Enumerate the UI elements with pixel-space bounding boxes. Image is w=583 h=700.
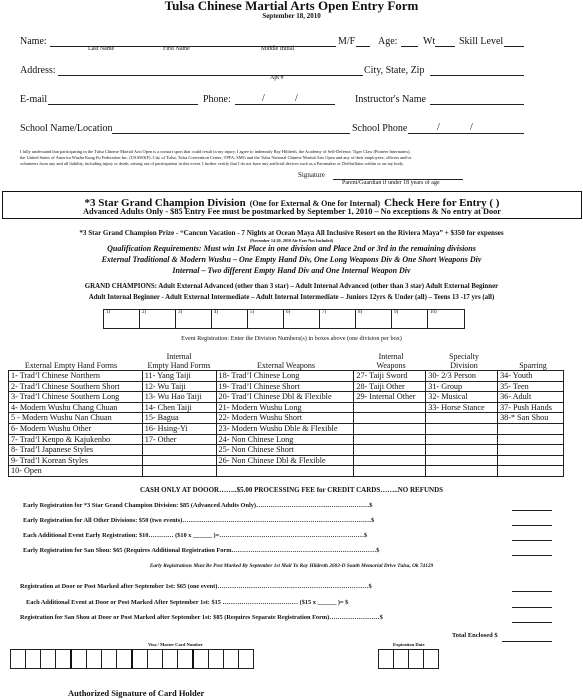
event-cell: [498, 434, 564, 445]
card-digit-box[interactable]: [102, 650, 117, 669]
event-cell: 10- Open: [9, 466, 143, 477]
header-internal-weapons-line1: Internal: [378, 352, 404, 361]
grand-champions-list-1: GRAND CHAMPIONS: Adult External Advanced (other than 3 star) – Adult Internal Advanced (other than 3 star) Adult External Beginner: [84, 283, 499, 290]
header-internal-weapons-line2: Weapons: [376, 361, 406, 370]
event-cell: [216, 466, 354, 477]
event-cell: 14- Chen Taiji: [142, 402, 216, 413]
table-row: [9, 423, 564, 434]
header-external-weapons-text: External Weapons: [256, 361, 316, 370]
event-cell: 28- Taiji Other: [354, 381, 426, 392]
division-box[interactable]: 3): [176, 310, 212, 328]
event-cell: 19- Trad’l Chinese Short: [216, 381, 354, 392]
event-cell: 20- Trad’l Chinese Dbl & Flexible: [216, 392, 354, 403]
mf-field[interactable]: [356, 46, 370, 47]
event-cell: 35- Teen: [498, 381, 564, 392]
school-phone-field[interactable]: [408, 133, 524, 134]
card-digit-box[interactable]: [163, 650, 178, 669]
events-table: [8, 370, 564, 477]
division-box[interactable]: 5): [248, 310, 284, 328]
mf-label: M/F: [338, 36, 356, 47]
card-number-boxes[interactable]: [10, 649, 254, 669]
fee-early-san-shou-blank[interactable]: [512, 555, 552, 556]
division-box[interactable]: 8): [356, 310, 392, 328]
table-row: [9, 371, 564, 382]
table-row: [9, 466, 564, 477]
fee-early-san-shou: Early Registration for San Shou: $65 (Requires Additional Registration Form……………………………………………………………$: [23, 547, 380, 554]
table-row: [9, 381, 564, 392]
event-cell: 25- Non Chinese Short: [216, 445, 354, 456]
qualification-2: External Traditional & Modern Wushu – One Empty Hand Div, One Long Weapons Div & One Short Weapons Div: [101, 255, 482, 264]
expiration-digit-box[interactable]: [409, 650, 424, 669]
weight-field[interactable]: [435, 46, 455, 47]
instructor-field[interactable]: [430, 104, 524, 105]
header-sparring: [502, 361, 564, 370]
event-cell: [354, 413, 426, 424]
total-enclosed-label: Total Enclosed $: [452, 632, 498, 639]
event-cell: [426, 466, 498, 477]
card-digit-box[interactable]: [117, 650, 133, 669]
event-cell: 6- Modern Wushu Other: [9, 423, 143, 434]
qualification-1: Qualification Requirements: Must win 1st Place in one division and Place 2nd or 3rd in the remaining divisions: [107, 244, 476, 253]
grand-champion-fee: Advanced Adults Only - $85 Entry Fee must be postmarked by September 1, 2010 – No exceptions & No entry at Door: [83, 207, 501, 216]
school-phone-slash: /: [437, 122, 440, 133]
card-digit-box[interactable]: [193, 650, 209, 669]
event-cell: [142, 466, 216, 477]
email-field[interactable]: [48, 104, 198, 105]
fee-early-other-blank[interactable]: [512, 525, 552, 526]
event-cell: [426, 455, 498, 466]
age-field[interactable]: [401, 46, 418, 47]
division-box[interactable]: 2): [140, 310, 176, 328]
school-field[interactable]: [112, 133, 350, 134]
event-cell: 24- Non Chinese Long: [216, 434, 354, 445]
grand-champion-subtitle: (One for External & One for Internal): [249, 199, 381, 208]
event-cell: 21- Modern Wushu Long: [216, 402, 354, 413]
event-cell: [354, 445, 426, 456]
table-row: [9, 434, 564, 445]
fee-door-one-event-blank[interactable]: [512, 591, 552, 592]
event-cell: [354, 434, 426, 445]
event-cell: [354, 455, 426, 466]
grand-champions-list-2: Adult Internal Beginner - Adult External Intermediate – Adult Internal Intermediate – Juniors 12yrs & Under (all) – Teens 13 -17 yrs (all): [88, 294, 495, 301]
first-name-caption: First Name: [163, 46, 190, 52]
event-cell: [426, 413, 498, 424]
event-cell: [142, 455, 216, 466]
card-digit-box[interactable]: [132, 650, 148, 669]
phone-slash: /: [262, 93, 265, 104]
skill-field[interactable]: [504, 46, 524, 47]
event-cell: 8- Trad’l Japanese Styles: [9, 445, 143, 456]
card-digit-box[interactable]: [26, 650, 41, 669]
expiration-digit-box[interactable]: [379, 650, 394, 669]
division-box[interactable]: 10): [430, 310, 437, 315]
grand-champion-check[interactable]: Check Here for Entry ( ): [384, 197, 500, 209]
email-label: E-mail: [20, 94, 48, 105]
event-cell: 11- Yang Taiji: [142, 371, 216, 382]
card-digit-box[interactable]: [209, 650, 224, 669]
header-sparring-text: Sparring: [519, 361, 547, 370]
header-internal-empty-line2: Empty Hand Forms: [147, 361, 211, 370]
event-cell: 12- Wu Taiji: [142, 381, 216, 392]
fee-early-grand-champion-blank[interactable]: [512, 510, 552, 511]
event-cell: [498, 423, 564, 434]
name-label: Name:: [20, 36, 47, 47]
header-internal-empty-line1: Internal: [166, 352, 192, 361]
weight-label: Wt: [423, 36, 436, 47]
address-field[interactable]: [58, 75, 363, 76]
event-cell: [354, 466, 426, 477]
instructor-label: Instructor's Name: [355, 94, 426, 105]
postmark-note: Early Registrations Must Be Post Marked By September 1st Mail To Ray Hildreth 2603-D South Memorial Drive Tulsa, Ok 74129: [149, 563, 434, 569]
grand-champion-prize: *3 Star Grand Champion Prize - “Cancun Vacation - 7 Nights at Ocean Maya All Inclusive Resort on the Riviera Maya” + $350 for expenses: [79, 229, 504, 237]
city-label: City, State, Zip: [364, 65, 425, 76]
card-digit-box[interactable]: [87, 650, 102, 669]
card-digit-box[interactable]: [178, 650, 194, 669]
authorized-signature-label: Authorized Signature of Card Holder: [68, 688, 205, 698]
event-cell: 30- 2/3 Person: [426, 371, 498, 382]
event-cell: [426, 434, 498, 445]
header-external-empty-text: External Empty Hand Forms: [24, 361, 118, 370]
card-digit-box[interactable]: [148, 650, 163, 669]
event-cell: 16- Hsing-Yi: [142, 423, 216, 434]
phone-field[interactable]: [235, 104, 335, 105]
event-cell: 7- Trad’l Kenpo & Kajukenbo: [9, 434, 143, 445]
school-phone-slash: /: [470, 122, 473, 133]
event-cell: 18- Trad’l Chinese Long: [216, 371, 354, 382]
event-cell: 3- Trad’l Chinese Southern Long: [9, 392, 143, 403]
skill-label: Skill Level: [459, 36, 504, 47]
division-number-boxes[interactable]: [103, 309, 465, 329]
expiration-digit-box[interactable]: [424, 650, 439, 669]
event-cell: 2- Trad’l Chinese Southern Short: [9, 381, 143, 392]
card-digit-box[interactable]: [224, 650, 239, 669]
form-title: Tulsa Chinese Martial Arts Open Entry Form: [164, 0, 419, 13]
expiration-label: Expiration Date: [393, 642, 425, 647]
division-box[interactable]: 1): [104, 310, 140, 328]
fee-early-other: Early Registration for All Other Divisions: $50 (two events)………………………………………………………………………………$: [23, 517, 375, 524]
fee-door-san-shou: Registration for San Shou at Door or Post Marked after September 1st: $85 (Requires Separate Registration Form)……………………$: [20, 614, 383, 621]
event-cell: 4- Modern Wushu Chang Chuan: [9, 402, 143, 413]
event-cell: 32- Musical: [426, 392, 498, 403]
header-external-weapons: [218, 361, 354, 370]
fee-early-additional: Each Additional Event Early Registration: $10………… ($10 x ______ )=……………………………………………………………$: [23, 532, 368, 539]
expiration-digit-box[interactable]: [394, 650, 409, 669]
card-digit-box[interactable]: [71, 650, 87, 669]
age-label: Age:: [378, 36, 398, 47]
event-cell: 1- Trad’l Chinese Northern: [9, 371, 143, 382]
total-enclosed-field[interactable]: [502, 641, 552, 642]
school-phone-label: School Phone: [352, 123, 408, 134]
division-box[interactable]: 9): [392, 310, 428, 328]
qualification-3: Internal – Two different Empty Hand Div and One Internal Weapon Div: [172, 266, 411, 275]
event-cell: 23- Modern Wushu Dble & Flexible: [216, 423, 354, 434]
fee-door-additional: Each Additional Event at Door or Post Marked After September 1st: $15 ……………………………… ($15 x ______ )= $: [26, 599, 349, 606]
phone-slash: /: [295, 93, 298, 104]
event-cell: 9- Trad’l Korean Styles: [9, 455, 143, 466]
last-name-caption: Last Name: [88, 46, 115, 52]
header-internal-weapons: [356, 352, 426, 370]
table-row: [9, 402, 564, 413]
event-cell: 22- Modern Wushu Short: [216, 413, 354, 424]
phone-label: Phone:: [203, 94, 231, 105]
event-cell: [426, 423, 498, 434]
table-row: [9, 445, 564, 456]
division-box[interactable]: 4): [212, 310, 248, 328]
header-specialty: [428, 352, 500, 370]
header-specialty-line2: Division: [450, 361, 478, 370]
event-cell: 5 - Modern Wushu Nan Chuan: [9, 413, 143, 424]
address-label: Address:: [20, 65, 56, 76]
table-row: [9, 392, 564, 403]
apt-caption: Apt #: [270, 75, 284, 81]
fee-door-additional-blank[interactable]: [512, 607, 552, 608]
card-digit-box[interactable]: [56, 650, 72, 669]
event-cell: [498, 445, 564, 456]
event-cell: 15- Bagua: [142, 413, 216, 424]
fee-door-one-event: Registration at Door or Post Marked after September 1st: $65 (one event)………………………………………………………………$: [20, 583, 372, 590]
city-field[interactable]: [430, 75, 524, 76]
card-number-label: Visa / Master Card Number: [148, 642, 203, 647]
event-cell: [426, 445, 498, 456]
grand-champion-title: *3 Star Grand Champion Division: [84, 197, 246, 209]
event-cell: 13- Wu Hao Taiji: [142, 392, 216, 403]
event-cell: 29- Internal Other: [354, 392, 426, 403]
waiver-text-2: the United States of America Wushu Kung Fu Federation Inc. (USAWKF), City of Tulsa, Tulsa Convention Center, TPFA, SMG and the Tulsa National Chinese Martial Arts Open and any of their employees, officers and/or: [20, 155, 412, 160]
event-cell: 17- Other: [142, 434, 216, 445]
event-cell: 36- Adult: [498, 392, 564, 403]
event-cell: [354, 423, 426, 434]
header-external-empty: [8, 361, 134, 370]
event-cell: [354, 402, 426, 413]
signature-label: Signature: [298, 171, 325, 179]
fee-early-grand-champion: Early Registration for *3 Star Grand Champion Division: $85 (Advanced Adults Only)………………………………………………$: [23, 502, 373, 509]
division-box[interactable]: 6): [284, 310, 320, 328]
card-digit-box[interactable]: [11, 650, 26, 669]
event-cell: 27- Taiji Sword: [354, 371, 426, 382]
header-specialty-line1: Specialty: [449, 352, 479, 361]
event-cell: 34- Youth: [498, 371, 564, 382]
expiration-boxes[interactable]: [378, 649, 439, 669]
event-cell: 31- Group: [426, 381, 498, 392]
middle-initial-caption: Middle Initial: [261, 46, 295, 52]
division-instructions: Event Registration: Enter the Division Numbers(s) in boxes above (one division per box): [181, 335, 402, 342]
table-row: [9, 455, 564, 466]
waiver-text-1: I fully understand that participating in the Tulsa Chinese Martial Arts Open is a contact sport that could result in my injury. I agree to indemnify Ray Hildreth, the Academy of Self-Defense, Tiger Claw (Pioneer Intermates),: [20, 149, 411, 154]
event-cell: 37- Push Hands: [498, 402, 564, 413]
event-cell: [498, 455, 564, 466]
fee-early-additional-blank[interactable]: [512, 540, 552, 541]
parent-guardian-caption: Parent/Guardian if under 18 years of age: [342, 180, 440, 186]
card-digit-box[interactable]: [239, 650, 254, 669]
event-cell: 33- Horse Stance: [426, 402, 498, 413]
waiver-text-3: volunteers from any and all liability, including injury or death, arising out of participation in this event. I further certify that I do not have any artificial devices such as a Pacemaker or Defibrillator within or on my body.: [20, 161, 404, 166]
event-cell: 26- Non Chinese Dbl & Flexible: [216, 455, 354, 466]
event-cell: [142, 445, 216, 456]
fee-door-san-shou-blank[interactable]: [512, 622, 552, 623]
event-cell: [498, 466, 564, 477]
division-box[interactable]: 7): [320, 310, 356, 328]
form-date: September 18, 2010: [262, 12, 321, 20]
school-label: School Name/Location: [20, 123, 113, 134]
event-cell: 38-* San Shou: [498, 413, 564, 424]
cash-only-notice: CASH ONLY AT DOOOR……..$5.00 PROCESSING FEE for CREDIT CARDS……..NO REFUNDS: [139, 486, 444, 494]
card-digit-box[interactable]: [41, 650, 56, 669]
header-internal-empty: [142, 352, 216, 370]
table-row: [9, 413, 564, 424]
prize-note: (November 14-20, 2010 Air Fare Not Included): [249, 238, 334, 243]
